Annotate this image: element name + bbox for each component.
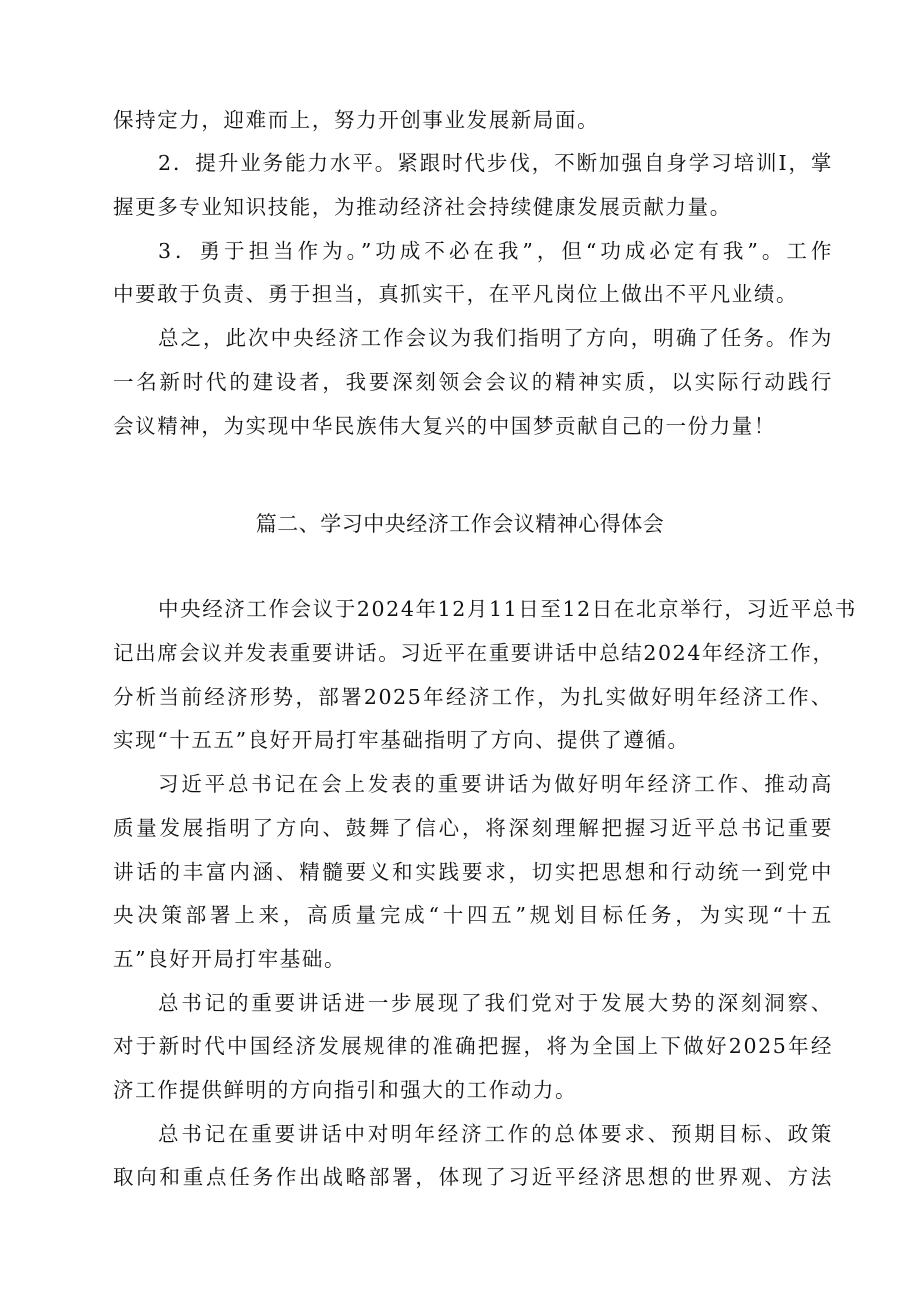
text-line: 取向和重点任务作出战略部署，体现了习近平经济思想的世界观、方法 bbox=[113, 1165, 833, 1189]
text-line: 总之，此次中央经济工作会议为我们指明了方向，明确了任务。作为 bbox=[158, 326, 833, 350]
text-line: 质量发展指明了方向、鼓舞了信心，将深刻理解把握习近平总书记重要 bbox=[113, 816, 833, 840]
text-line: 中央经济工作会议于2024年12月11日至12日在北京举行，习近平总书 bbox=[158, 597, 857, 621]
text-line: 一名新时代的建设者，我要深刻领会会议的精神实质，以实际行动践行 bbox=[113, 370, 833, 394]
section-heading: 篇二、学习中央经济工作会议精神心得体会 bbox=[255, 512, 665, 536]
text-line: 习近平总书记在会上发表的重要讲话为做好明年经济工作、推动高 bbox=[158, 772, 833, 796]
text-line: 记出席会议并发表重要讲话。习近平在重要讲话中总结2024年经济工作， bbox=[113, 641, 835, 665]
text-line: 五”良好开局打牢基础。 bbox=[113, 947, 347, 971]
text-line: 2．提升业务能力水平。紧跟时代步伐，不断加强自身学习培训I，掌 bbox=[158, 151, 833, 175]
text-line: 对于新时代中国经济发展规律的准确把握，将为全国上下做好2025年经 bbox=[113, 1034, 833, 1058]
text-line: 总书记在重要讲话中对明年经济工作的总体要求、预期目标、政策 bbox=[158, 1122, 833, 1146]
text-line: 3．勇于担当作为。”功成不必在我”，但“功成必定有我”。工作 bbox=[158, 239, 833, 263]
text-line: 会议精神，为实现中华民族伟大复兴的中国梦贡献自己的一份力量！ bbox=[113, 414, 776, 438]
text-line: 央决策部署上来，高质量完成“十四五”规划目标任务，为实现“十五 bbox=[113, 903, 833, 927]
text-line: 中要敢于负责、勇于担当，真抓实干，在平凡岗位上做出不平凡业绩。 bbox=[113, 282, 799, 306]
text-line: 实现“十五五”良好开局打牢基础指明了方向、提供了遵循。 bbox=[113, 728, 690, 752]
text-line: 保持定力，迎难而上，努力开创事业发展新局面。 bbox=[113, 108, 600, 132]
text-line: 握更多专业知识技能，为推动经济社会持续健康发展贡献力量。 bbox=[113, 195, 732, 219]
text-line: 分析当前经济形势，部署2025年经济工作，为扎实做好明年经济工作、 bbox=[113, 685, 833, 709]
text-line: 讲话的丰富内涵、精髓要义和实践要求，切实把思想和行动统一到党中 bbox=[113, 860, 833, 884]
text-line: 总书记的重要讲话进一步展现了我们党对于发展大势的深刻洞察、 bbox=[158, 991, 833, 1015]
text-line: 济工作提供鲜明的方向指引和强大的工作动力。 bbox=[113, 1078, 578, 1102]
